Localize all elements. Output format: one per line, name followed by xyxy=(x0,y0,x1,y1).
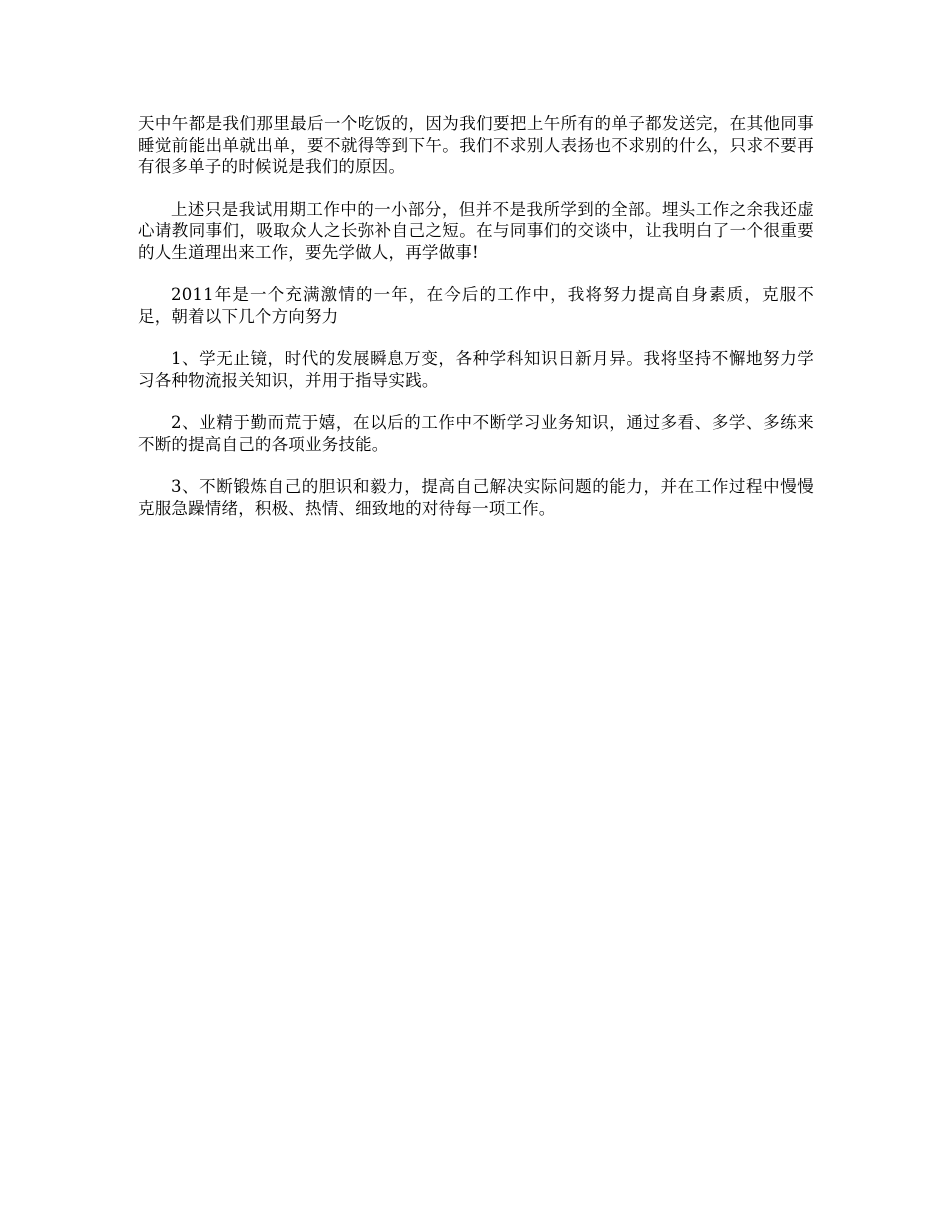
paragraph-2: 上述只是我试用期工作中的一小部分，但并不是我所学到的全部。埋头工作之余我还虚心请教同事们，吸取众人之长弥补自己之短。在与同事们的交谈中，让我明白了一个很重要的人生道理出来工作，要先学做人，再学做事! xyxy=(138,199,814,262)
paragraph-4: 1、学无止镜，时代的发展瞬息万变，各种学科知识日新月异。我将坚持不懈地努力学习各种物流报关知识，并用于指导实践。 xyxy=(138,349,814,390)
paragraph-1: 天中午都是我们那里最后一个吃饭的，因为我们要把上午所有的单子都发送完，在其他同事睡觉前能出单就出单，要不就得等到下午。我们不求别人表扬也不求别的什么，只求不要再有很多单子的时候说是我们的原因。 xyxy=(138,114,814,176)
paragraph-5: 2、业精于勤而荒于嬉，在以后的工作中不断学习业务知识，通过多看、多学、多练来不断的提高自己的各项业务技能。 xyxy=(138,413,814,454)
document-body xyxy=(138,113,814,540)
paragraph-3: 2011年是一个充满激情的一年，在今后的工作中，我将努力提高自身素质，克服不足，朝着以下几个方向努力 xyxy=(138,285,814,326)
paragraph-6: 3、不断锻炼自己的胆识和毅力，提高自己解决实际问题的能力，并在工作过程中慢慢克服急躁情绪，积极、热情、细致地的对待每一项工作。 xyxy=(138,477,814,518)
